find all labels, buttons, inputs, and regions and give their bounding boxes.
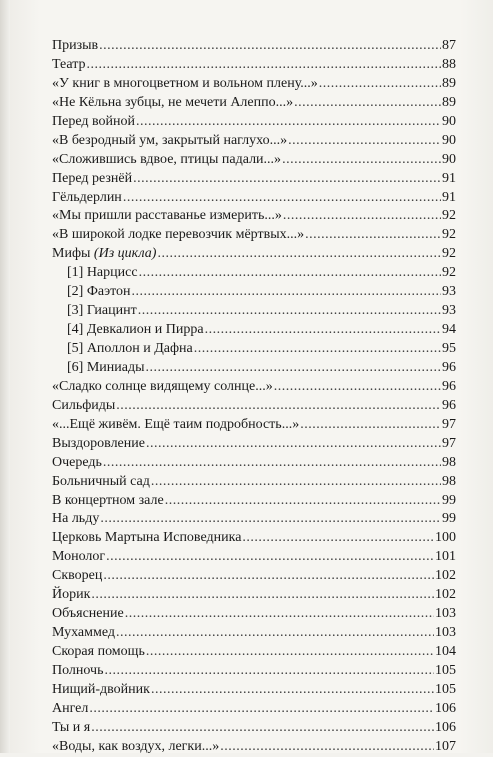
toc-page-number: 87 (442, 38, 456, 53)
toc-entry-title (52, 170, 132, 189)
toc-entry-title (52, 719, 90, 738)
dot-leader (139, 264, 441, 283)
toc-title-text: [4] Девкалион и Пирра (67, 322, 204, 338)
toc-entry (52, 510, 456, 529)
toc-entry-title (52, 548, 105, 567)
toc-subentry (52, 359, 456, 378)
toc-entry (52, 435, 456, 454)
dot-leader (106, 548, 434, 567)
toc-page-number: 99 (442, 492, 456, 508)
toc-title-text: Сильфиды (52, 397, 116, 413)
toc-page-number: 97 (442, 435, 456, 451)
dot-leader (103, 454, 441, 473)
dot-leader (194, 340, 441, 359)
toc-entry-title (52, 75, 318, 94)
toc-page-number: 92 (442, 208, 456, 224)
toc-entry (52, 132, 456, 151)
toc-page-number: 104 (435, 644, 456, 659)
toc-entry-title (52, 586, 90, 605)
toc-subentry (52, 283, 456, 302)
toc-title-text: Перед войной (52, 113, 135, 129)
toc-subentry (52, 302, 456, 321)
toc-entry (52, 624, 456, 643)
toc-entry (52, 189, 456, 208)
toc-entry (52, 416, 456, 435)
dot-leader (91, 586, 434, 605)
toc-entry (52, 529, 456, 548)
toc-title-text: Церковь Мартына Исповедника (52, 530, 242, 546)
toc-entry (52, 586, 456, 605)
toc-page-number: 96 (442, 378, 456, 394)
toc-entry (52, 245, 456, 264)
toc-entry-title (52, 151, 281, 170)
toc-page-number: 90 (442, 151, 456, 167)
toc-entry-title (52, 510, 99, 529)
dot-leader (132, 283, 441, 302)
toc-title-text: Скорая помощь (52, 644, 145, 659)
toc-entry (52, 605, 456, 624)
toc-page-number: 105 (435, 681, 456, 697)
toc-subentry (52, 264, 456, 283)
dot-leader (146, 435, 441, 454)
toc-entry (52, 643, 456, 662)
toc-entry-title (52, 700, 88, 719)
toc-entry (52, 207, 456, 226)
toc-title-text: На льду (52, 511, 100, 527)
toc-title-text: Ты и я (52, 719, 91, 735)
toc-entry (52, 492, 456, 511)
toc-title-text: «Сложившись вдвое, птицы падали...» (52, 151, 282, 167)
toc-title-text: Призыв (52, 38, 99, 53)
toc-entry (52, 700, 456, 719)
toc-page-number: 96 (442, 397, 456, 413)
dot-leader (288, 132, 441, 151)
toc-title-text: Очередь (52, 454, 102, 470)
toc-entry-title (52, 435, 145, 454)
dot-leader (136, 113, 441, 132)
dot-leader (100, 510, 441, 529)
toc-title-text: Полночь (52, 662, 104, 678)
toc-entry-title (52, 245, 156, 264)
toc-entry-title (67, 340, 193, 359)
toc-entry-title (52, 662, 103, 681)
toc-page-number: 93 (442, 303, 456, 319)
dot-leader (274, 378, 441, 397)
toc-title-text: Мухаммед (52, 625, 115, 641)
toc-entry-title (52, 738, 219, 757)
toc-title-text: Нищий-двойник (52, 681, 150, 697)
toc-entry-title (67, 321, 204, 340)
toc-entry (52, 719, 456, 738)
toc-title-text: В концертном зале (52, 492, 164, 508)
toc-entry (52, 454, 456, 473)
dot-leader (151, 681, 434, 700)
toc-title-text: «У книг в многоцветном и вольном плену...» (52, 75, 318, 91)
toc-page-number: 102 (435, 587, 456, 603)
dot-leader (91, 719, 434, 738)
toc-entry-title (52, 529, 241, 548)
toc-page-number: 90 (442, 132, 456, 148)
toc-title-text: [5] Аполлон и Дафна (67, 341, 193, 356)
toc-entry (52, 75, 456, 94)
toc-entry (52, 94, 456, 113)
toc-page-number: 89 (442, 94, 456, 110)
dot-leader (165, 492, 441, 511)
toc-title-text: [6] Миниады (67, 359, 145, 375)
toc-page-number: 91 (442, 170, 456, 186)
dot-leader (99, 37, 441, 56)
toc-entry (52, 170, 456, 189)
toc-entry-title (52, 189, 122, 208)
toc-page-number: 105 (435, 662, 456, 678)
toc-entry (52, 548, 456, 567)
toc-title-text: Скворец (52, 568, 103, 584)
toc-title-text: Йорик (52, 587, 91, 603)
toc-entry-title (52, 397, 115, 416)
toc-entry (52, 56, 456, 75)
toc-title-text: Больничный сад (52, 473, 150, 489)
toc-title-text: «Не Кёльна зубцы, не мечети Алеппо...» (52, 94, 294, 110)
toc-page-number: 98 (442, 473, 456, 489)
toc-page-number: 106 (435, 700, 456, 716)
toc-entry-title (67, 359, 145, 378)
toc-page-number: 92 (442, 246, 456, 262)
toc-page-number: 99 (442, 511, 456, 527)
toc-entry-title (52, 113, 135, 132)
dot-leader (319, 75, 441, 94)
toc-entry (52, 226, 456, 245)
dot-leader (133, 170, 441, 189)
toc-entry-title (67, 302, 137, 321)
toc-page-number: 103 (435, 606, 456, 622)
toc-entry (52, 37, 456, 56)
toc-title-text: Театр (52, 56, 86, 72)
toc-entry-title (52, 56, 86, 75)
dot-leader (283, 207, 441, 226)
toc-title-text: «Сладко солнце видящему солнце...» (52, 378, 273, 394)
toc-page-number: 93 (442, 284, 456, 300)
toc-page-number: 92 (442, 265, 456, 281)
toc-page-number: 92 (442, 227, 456, 243)
toc-entry-title (52, 226, 304, 245)
toc-title-text: «Воды, как воздух, легки...» (52, 738, 220, 754)
dot-leader (220, 738, 434, 757)
toc-title-text: [1] Нарцисс (67, 265, 138, 281)
toc-entry-subtitle: (Из цикла) (93, 246, 157, 262)
toc-title-text: Объяснение (52, 606, 124, 622)
toc-entry (52, 681, 456, 700)
toc-page-number: 90 (442, 113, 456, 129)
toc-entry (52, 151, 456, 170)
dot-leader (116, 624, 434, 643)
table-of-contents (52, 37, 456, 757)
toc-subentry (52, 321, 456, 340)
dot-leader (151, 473, 441, 492)
toc-page-number: 97 (442, 416, 456, 432)
dot-leader (138, 302, 441, 321)
toc-subentry (52, 340, 456, 359)
dot-leader (146, 643, 434, 662)
toc-entry-title (67, 283, 131, 302)
toc-page-number: 95 (442, 341, 456, 356)
toc-title-text: Монолог (52, 549, 106, 565)
dot-leader (242, 529, 434, 548)
dot-leader (205, 321, 441, 340)
dot-leader (116, 397, 441, 416)
toc-entry (52, 378, 456, 397)
toc-entry-title (52, 416, 299, 435)
dot-leader (89, 700, 434, 719)
toc-page-number: 89 (442, 75, 456, 91)
toc-title-text: Выздоровление (52, 435, 145, 451)
dot-leader (305, 226, 441, 245)
dot-leader (282, 151, 441, 170)
toc-entry (52, 397, 456, 416)
toc-title-text: Ангел (52, 700, 89, 716)
toc-page-number: 107 (435, 738, 456, 754)
toc-page-number: 91 (442, 189, 456, 205)
dot-leader (104, 662, 434, 681)
toc-page-number: 88 (442, 56, 456, 72)
toc-entry (52, 567, 456, 586)
toc-entry-title (52, 624, 115, 643)
toc-page-number: 103 (435, 625, 456, 641)
toc-page-number: 100 (435, 530, 456, 546)
toc-entry-title (52, 605, 124, 624)
dot-leader (157, 245, 441, 264)
toc-entry-title (52, 207, 282, 226)
toc-entry-title (52, 567, 102, 586)
dot-leader (103, 567, 434, 586)
dot-leader (125, 605, 434, 624)
toc-entry-title (52, 132, 287, 151)
dot-leader (123, 189, 441, 208)
dot-leader (294, 94, 441, 113)
dot-leader (146, 359, 442, 378)
toc-title-text: «В безродный ум, закрытый наглухо...» (52, 132, 288, 148)
toc-entry (52, 738, 456, 757)
toc-title-text: Мифы (52, 246, 91, 262)
toc-title-text: [3] Гиацинт (67, 303, 137, 319)
toc-entry-title (52, 492, 164, 511)
toc-entry-title (52, 378, 273, 397)
toc-title-text: Перед резнёй (52, 170, 133, 186)
toc-page-number: 94 (442, 322, 456, 338)
toc-entry-title (67, 264, 138, 283)
toc-entry-title (52, 94, 293, 113)
toc-page-number: 106 (435, 719, 456, 735)
dot-leader (300, 416, 441, 435)
toc-entry-title (52, 473, 150, 492)
toc-page-number: 96 (442, 359, 456, 375)
toc-page-number: 98 (442, 454, 456, 470)
toc-title-text: «Мы пришли расставанье измерить...» (52, 208, 282, 224)
page-gutter-shadow (0, 0, 10, 753)
dot-leader (87, 56, 441, 75)
toc-page-number: 102 (435, 568, 456, 584)
toc-entry-title (52, 454, 102, 473)
toc-title-text: «...Ещё живём. Ещё таим подробность...» (52, 416, 300, 432)
toc-entry-title (52, 643, 145, 662)
toc-entry-title (52, 37, 98, 56)
toc-entry-title (52, 681, 150, 700)
toc-title-text: Гёльдерлин (52, 189, 122, 205)
toc-title-text: «В широкой лодке перевозчик мёртвых...» (52, 227, 305, 243)
toc-entry (52, 662, 456, 681)
toc-entry (52, 113, 456, 132)
toc-title-text: [2] Фаэтон (67, 284, 131, 300)
toc-page-number: 101 (435, 549, 456, 565)
toc-entry (52, 473, 456, 492)
